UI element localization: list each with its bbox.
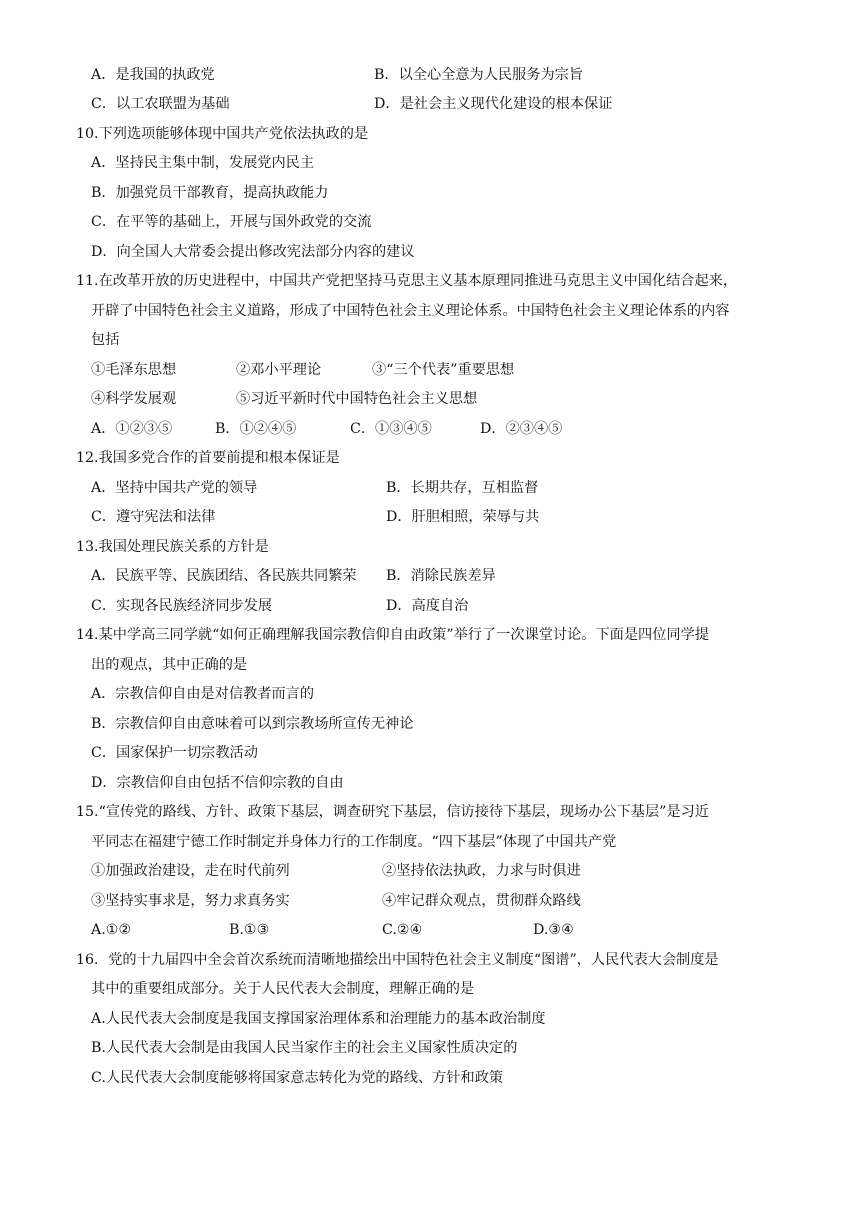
q13-option-a: A．民族平等、民族团结、各民族共同繁荣 (91, 568, 357, 584)
q15-item-1: ①加强政治建设，走在时代前列 (91, 863, 290, 879)
q10-option-c: C．在平等的基础上，开展与国外政党的交流 (91, 214, 372, 230)
q11-stem-line2: 开辟了中国特色社会主义道路，形成了中国特色社会主义理论体系。中国特色社会主义理论体系的内容 (91, 303, 730, 319)
q11-item-2: ②邓小平理论 (236, 362, 322, 378)
q13-option-d: D．高度自治 (386, 598, 469, 614)
q11-item-1: ①毛泽东思想 (91, 362, 177, 378)
q12-option-d: D．肝胆相照，荣辱与共 (386, 509, 540, 525)
q13-option-c: C．实现各民族经济同步发展 (91, 598, 273, 614)
q14-option-c: C．国家保护一切宗教活动 (91, 745, 258, 761)
q9-option-c: C．以工农联盟为基础 (91, 96, 230, 112)
q15-stem-line2: 平同志在福建宁德工作时制定并身体力行的工作制度。“四下基层”体现了中国共产党 (91, 834, 617, 850)
q16-stem-line1: 16．党的十九届四中全会首次系统而清晰地描绘出中国特色社会主义制度“图谱”，人民代表大会制度是 (76, 952, 719, 968)
q16-stem-line2: 其中的重要组成部分。关于人民代表大会制度，理解正确的是 (91, 981, 475, 997)
q15-option-d: D.③④ (533, 922, 574, 938)
q14-stem-line2: 出的观点，其中正确的是 (91, 657, 248, 673)
q16-option-a: A.人民代表大会制度是我国支撑国家治理体系和治理能力的基本政治制度 (91, 1011, 546, 1027)
q12-option-a: A．坚持中国共产党的领导 (91, 480, 258, 496)
q14-option-a: A．宗教信仰自由是对信教者而言的 (91, 686, 315, 702)
q13-option-b: B．消除民族差异 (386, 568, 496, 584)
q15-item-3: ③坚持实事求是，努力求真务实 (91, 893, 290, 909)
q10-option-d: D．向全国人大常委会提出修改宪法部分内容的建议 (91, 244, 415, 260)
q11-option-b: B．①②④⑤ (215, 421, 297, 437)
q13-stem: 13.我国处理民族关系的方针是 (76, 539, 269, 555)
q12-stem: 12.我国多党合作的首要前提和根本保证是 (76, 450, 340, 466)
q11-option-c: C．①③④⑤ (350, 421, 432, 437)
q15-item-4: ④牢记群众观点，贯彻群众路线 (382, 893, 581, 909)
q15-stem-line1: 15.“宣传党的路线、方针、政策下基层，调查研究下基层，信访接待下基层，现场办公下基层”是习近 (76, 804, 709, 820)
q11-item-5: ⑤习近平新时代中国特色社会主义思想 (236, 391, 478, 407)
q16-option-b: B.人民代表大会制是由我国人民当家作主的社会主义国家性质决定的 (91, 1040, 518, 1056)
q12-option-c: C．遵守宪法和法律 (91, 509, 216, 525)
q11-item-4: ④科学发展观 (91, 391, 177, 407)
q11-option-d: D．②③④⑤ (480, 421, 563, 437)
q9-option-a: A．是我国的执政党 (91, 67, 215, 83)
q11-option-a: A．①②③⑤ (91, 421, 173, 437)
q9-option-d: D．是社会主义现代化建设的根本保证 (374, 96, 613, 112)
q14-option-b: B．宗教信仰自由意味着可以到宗教场所宣传无神论 (91, 716, 414, 732)
q15-option-a: A.①② (91, 922, 132, 938)
q11-stem-line1: 11.在改革开放的历史进程中，中国共产党把坚持马克思主义基本原理同推进马克思主义中国化结合起来， (76, 273, 738, 289)
q9-option-b: B．以全心全意为人民服务为宗旨 (374, 67, 584, 83)
q16-option-c: C.人民代表大会制度能够将国家意志转化为党的路线、方针和政策 (91, 1070, 504, 1086)
q12-option-b: B．长期共存，互相监督 (386, 480, 539, 496)
q15-item-2: ②坚持依法执政，力求与时俱进 (382, 863, 581, 879)
q14-option-d: D．宗教信仰自由包括不信仰宗教的自由 (91, 775, 344, 791)
q11-item-3: ③“三个代表”重要思想 (372, 362, 515, 378)
q10-option-a: A．坚持民主集中制，发展党内民主 (91, 155, 315, 171)
q14-stem-line1: 14.某中学高三同学就“如何正确理解我国宗教信仰自由政策”举行了一次课堂讨论。下面是四位同学提 (76, 627, 709, 643)
q11-stem-line3: 包括 (91, 332, 120, 348)
q10-option-b: B．加强党员干部教育，提高执政能力 (91, 185, 329, 201)
q10-stem: 10.下列选项能够体现中国共产党依法执政的是 (76, 126, 369, 142)
q15-option-b: B.①③ (229, 922, 270, 938)
q15-option-c: C.②④ (382, 922, 423, 938)
